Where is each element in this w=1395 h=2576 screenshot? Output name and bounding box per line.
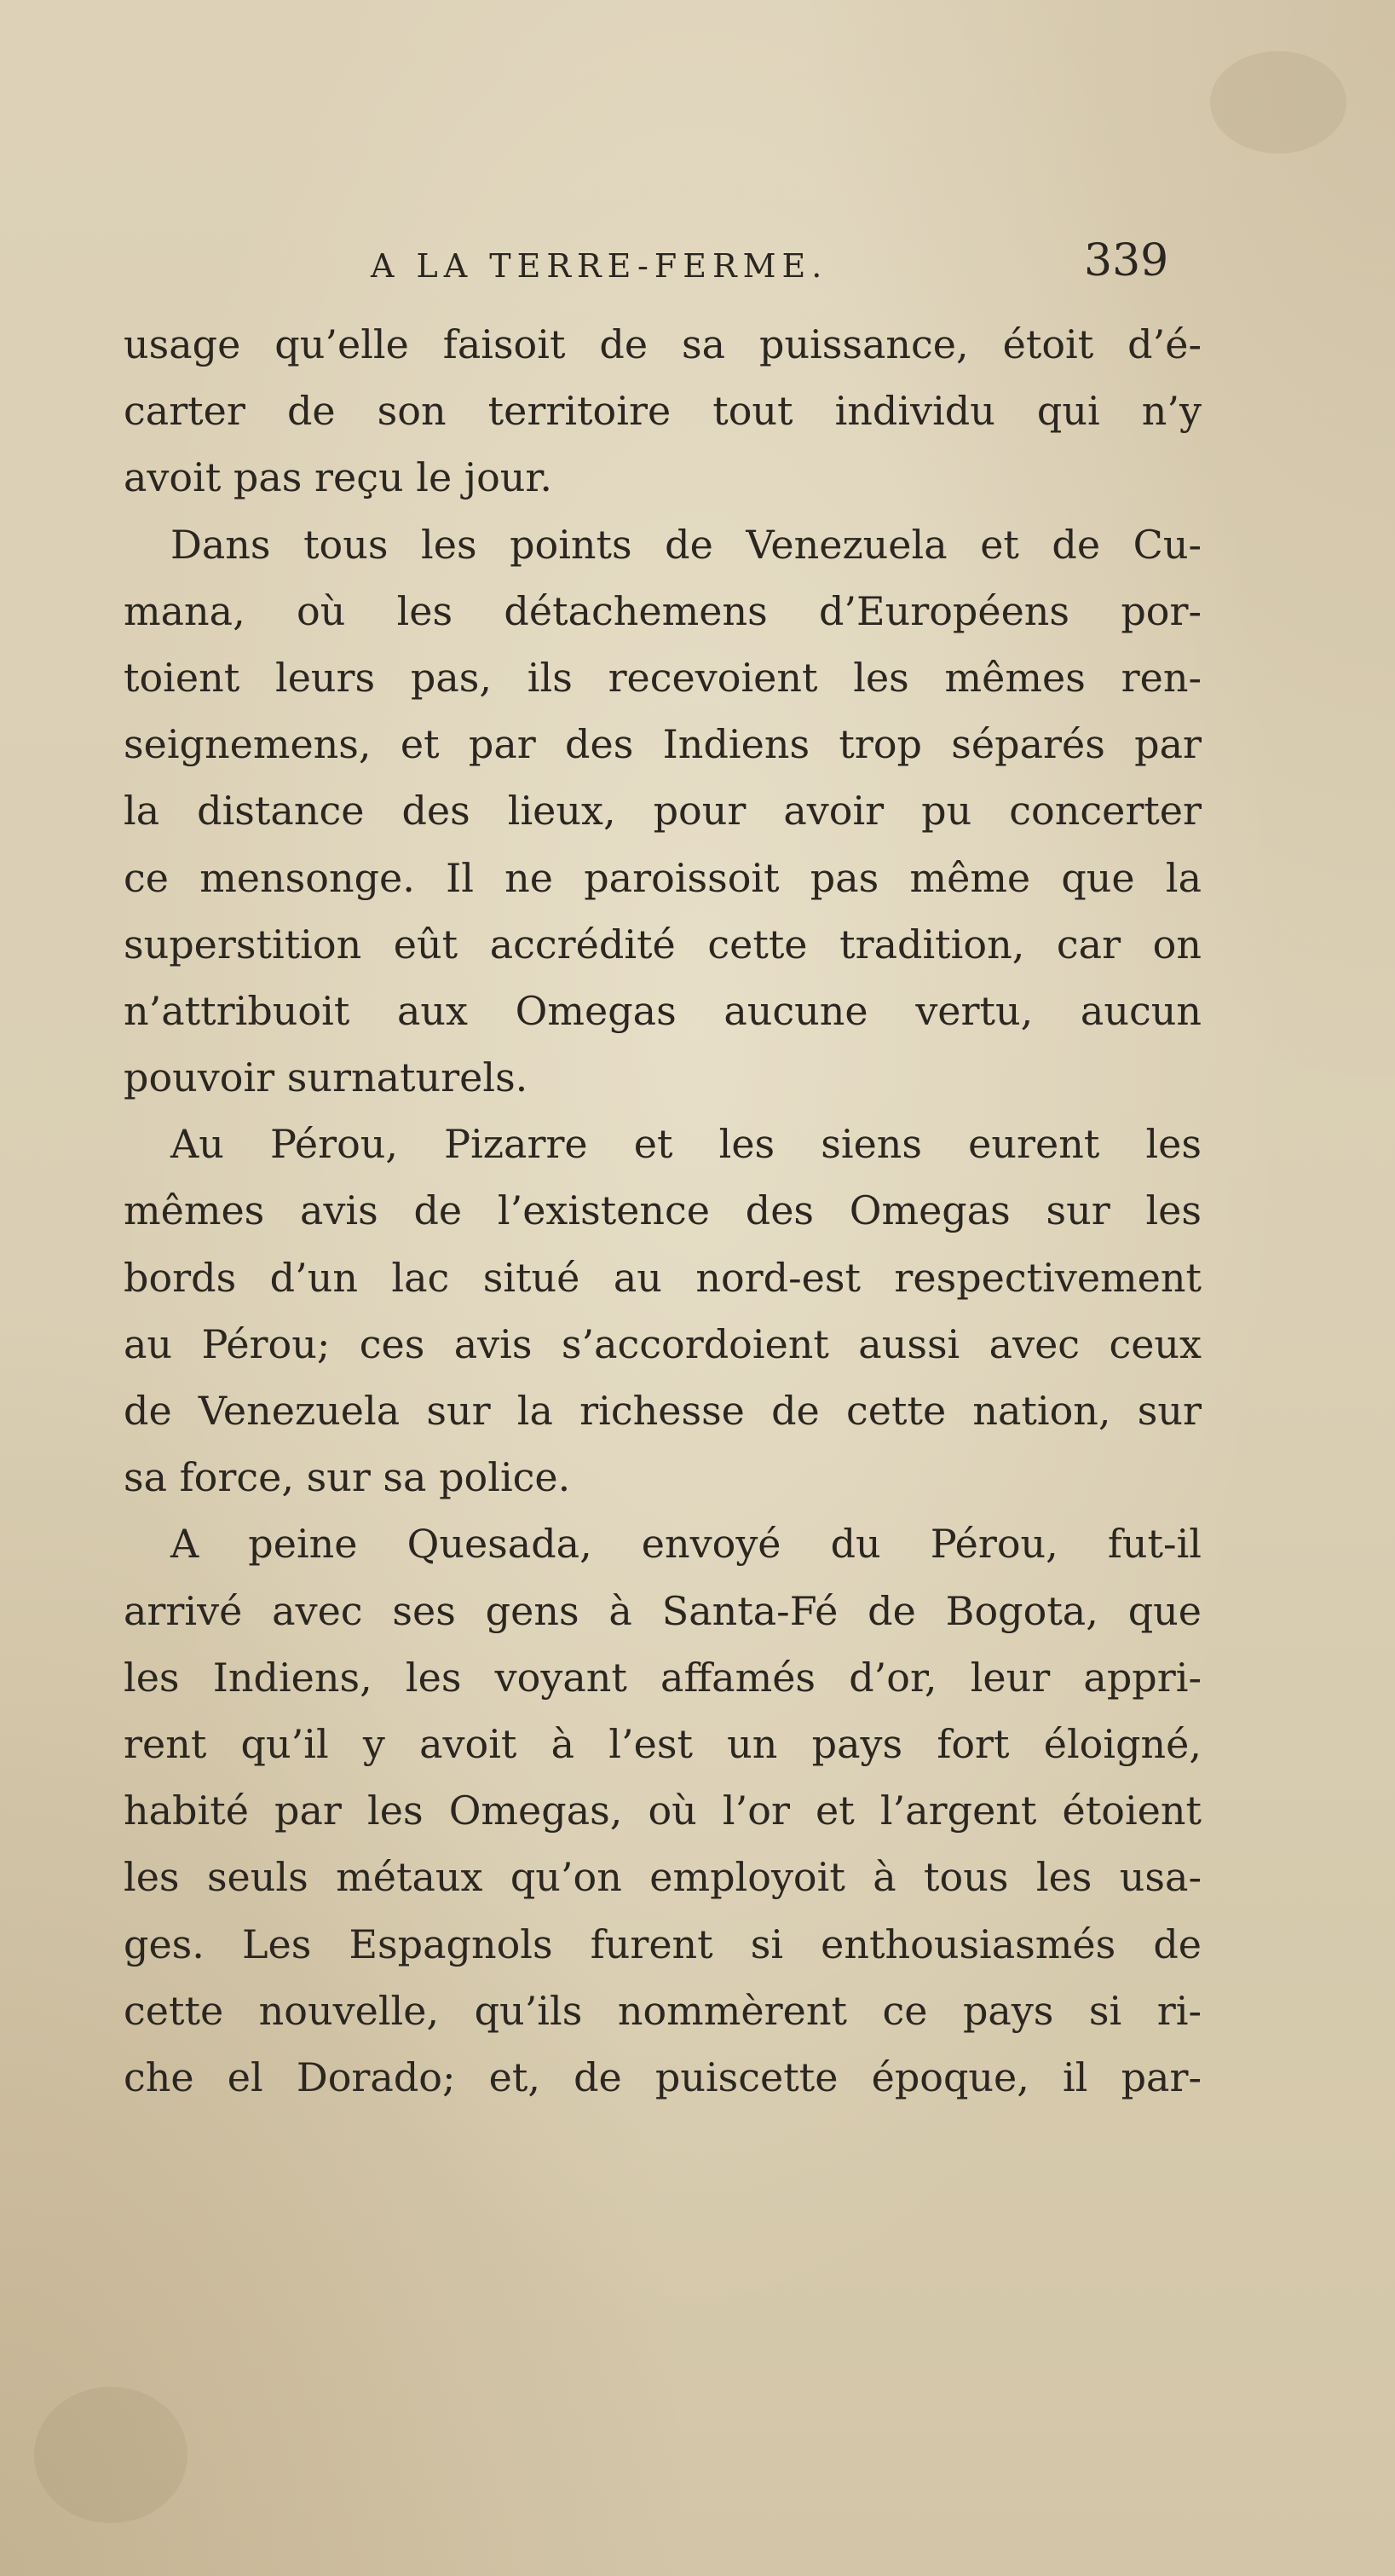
paper-stain	[1210, 51, 1346, 153]
text-line: carter de son territoire tout individu qui n’y	[124, 388, 1202, 435]
page-number: 339	[1084, 235, 1169, 286]
text-line: avoit pas reçu le jour.	[124, 454, 552, 501]
text-line: ges. Les Espagnols furent si enthousiasmés de	[124, 1920, 1202, 1967]
paper-stain	[34, 2387, 187, 2523]
text-line: habité par les Omegas, où l’or et l’argent étoient	[124, 1788, 1202, 1834]
text-line: sa force, sur sa police.	[124, 1454, 571, 1501]
text-line: cette nouvelle, qu’ils nommèrent ce pays si ri-	[124, 1987, 1202, 2034]
text-line: toient leurs pas, ils recevoient les mêmes ren-	[124, 654, 1202, 701]
text-line: usage qu’elle faisoit de sa puissance, étoit d’é-	[124, 321, 1202, 367]
text-line: au Pérou; ces avis s’accordoient aussi avec ceux	[124, 1320, 1202, 1367]
body-text	[124, 311, 1202, 2111]
text-line: che el Dorado; et, de puiscette époque, il par-	[124, 2053, 1202, 2100]
text-line: ce mensonge. Il ne paroissoit pas même que la	[124, 854, 1202, 901]
text-line: pouvoir surnaturels.	[124, 1054, 528, 1101]
text-line: les Indiens, les voyant affamés d’or, leur appri-	[124, 1654, 1202, 1701]
text-line: mêmes avis de l’existence des Omegas sur les	[124, 1187, 1202, 1234]
text-line: bords d’un lac situé au nord-est respectivement	[124, 1254, 1202, 1301]
text-line: Dans tous les points de Venezuela et de Cu-	[170, 521, 1202, 568]
text-line: arrivé avec ses gens à Santa-Fé de Bogota, que	[124, 1587, 1202, 1634]
text-line: seignemens, et par des Indiens trop séparés par	[124, 721, 1202, 768]
text-line: rent qu’il y avoit à l’est un pays fort éloigné,	[124, 1720, 1202, 1767]
text-line: Au Pérou, Pizarre et les siens eurent les	[170, 1121, 1202, 1168]
running-head	[0, 235, 1395, 292]
text-line: n’attribuoit aux Omegas aucune vertu, aucun	[124, 987, 1202, 1034]
text-line: de Venezuela sur la richesse de cette nation, sur	[124, 1388, 1202, 1434]
running-title: A LA TERRE-FERME.	[371, 247, 828, 285]
text-line: les seuls métaux qu’on employoit à tous les usa-	[124, 1854, 1202, 1901]
text-line: superstition eût accrédité cette tradition, car on	[124, 921, 1202, 967]
text-line: mana, où les détachemens d’Européens por-	[124, 587, 1202, 634]
text-line: A peine Quesada, envoyé du Pérou, fut-il	[170, 1521, 1202, 1568]
text-line: la distance des lieux, pour avoir pu concerter	[124, 788, 1202, 835]
